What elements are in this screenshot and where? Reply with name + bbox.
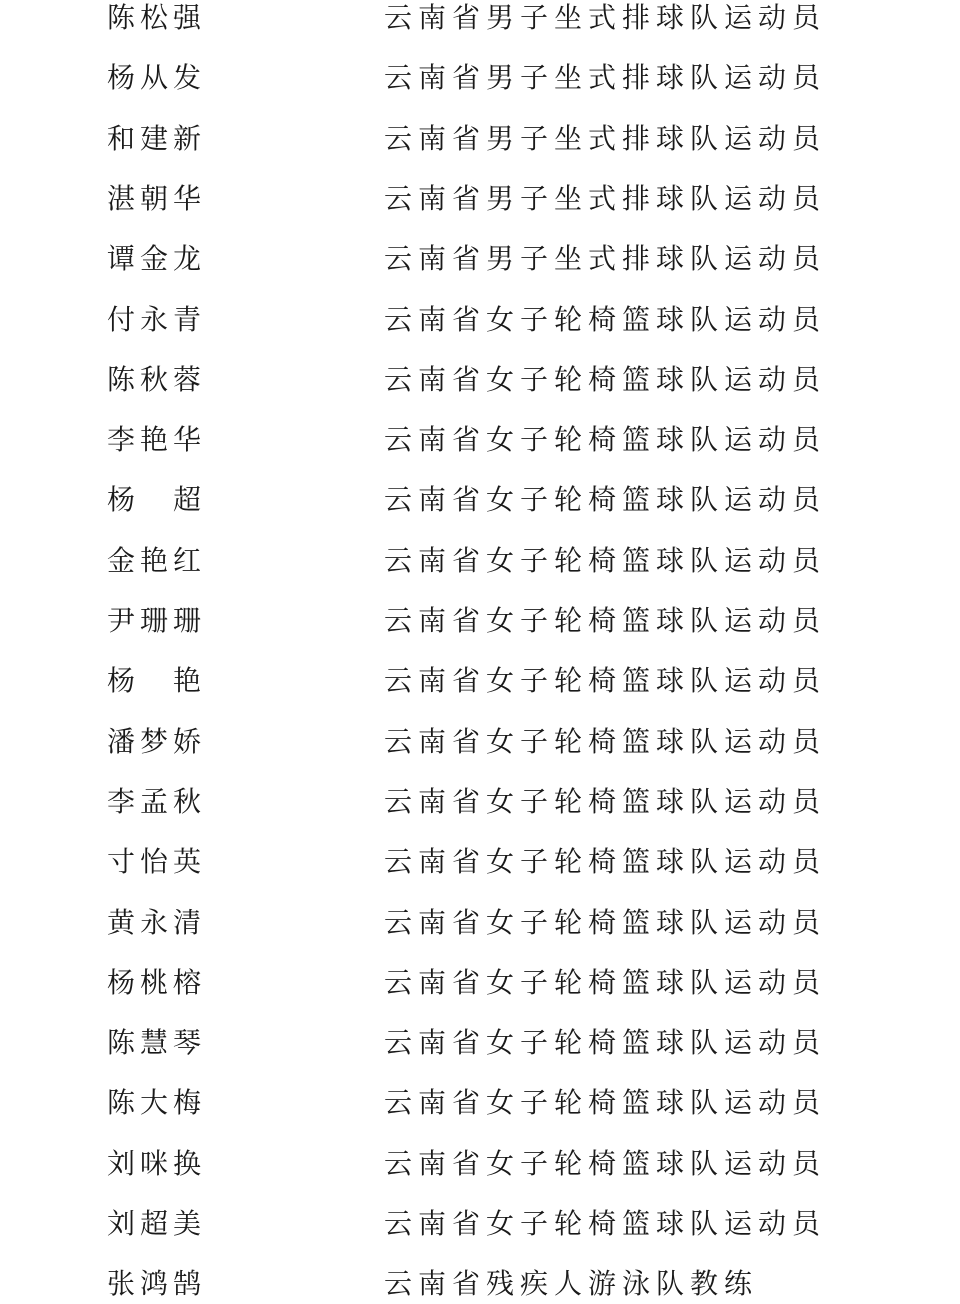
person-role: 云南省男子坐式排球队运动员: [384, 242, 827, 276]
list-item: [0, 903, 960, 943]
person-role: 云南省残疾人游泳队教练: [384, 1267, 759, 1301]
person-role: 云南省男子坐式排球队运动员: [384, 181, 827, 215]
person-role: 云南省男子坐式排球队运动员: [384, 121, 827, 155]
list-item: [0, 782, 960, 822]
list-item: [0, 480, 960, 520]
list-item: [0, 722, 960, 762]
list-item: [0, 1204, 960, 1244]
list-item: [0, 661, 960, 701]
person-name: 陈大梅: [107, 1086, 207, 1120]
person-name: 张鸿鹄: [107, 1267, 207, 1301]
list-item: [0, 300, 960, 340]
person-name: 尹珊珊: [107, 604, 207, 637]
person-name: 杨从发: [107, 61, 207, 95]
list-item: [0, 360, 960, 400]
person-name: 刘超美: [107, 1207, 207, 1240]
list-item: [0, 1264, 960, 1304]
person-name: 杨桃榕: [107, 965, 207, 999]
person-name: 李孟秋: [107, 784, 207, 818]
person-role: 云南省女子轮椅篮球队运动员: [384, 1026, 827, 1060]
person-name: 潘梦娇: [107, 724, 207, 758]
person-role: 云南省女子轮椅篮球队运动员: [384, 423, 827, 457]
list-item: [0, 963, 960, 1003]
person-name: 湛朝华: [107, 181, 207, 215]
person-name: 陈慧琴: [107, 1026, 207, 1060]
list-item: [0, 1023, 960, 1063]
person-role: 云南省男子坐式排球队运动员: [384, 61, 827, 95]
person-role: 云南省女子轮椅篮球队运动员: [384, 302, 827, 336]
person-name: 谭金龙: [107, 242, 207, 276]
person-name: 金艳红: [107, 543, 207, 577]
person-role: 云南省女子轮椅篮球队运动员: [384, 543, 827, 577]
person-name: 李艳华: [107, 423, 207, 457]
person-role: 云南省女子轮椅篮球队运动员: [384, 845, 827, 879]
person-name: 刘咪换: [107, 1146, 207, 1180]
person-name: 陈松强: [107, 1, 207, 34]
list-item: [0, 541, 960, 581]
list-item: [0, 601, 960, 641]
list-item: [0, 0, 960, 38]
list-item: [0, 1083, 960, 1123]
person-name: 和建新: [107, 121, 207, 155]
person-role: 云南省女子轮椅篮球队运动员: [384, 362, 827, 396]
person-role: 云南省男子坐式排球队运动员: [384, 1, 827, 34]
person-name: 寸怡英: [107, 845, 207, 879]
person-name: 杨 艳: [107, 664, 207, 698]
person-role: 云南省女子轮椅篮球队运动员: [384, 1207, 827, 1240]
list-item: [0, 1144, 960, 1184]
person-name: 付永青: [107, 302, 207, 336]
list-item: [0, 239, 960, 279]
list-item: [0, 119, 960, 159]
list-item: [0, 58, 960, 98]
person-name: 杨 超: [107, 483, 207, 517]
person-role: 云南省女子轮椅篮球队运动员: [384, 784, 827, 818]
person-role: 云南省女子轮椅篮球队运动员: [384, 604, 827, 637]
person-role: 云南省女子轮椅篮球队运动员: [384, 905, 827, 939]
list-item: [0, 842, 960, 882]
person-role: 云南省女子轮椅篮球队运动员: [384, 1086, 827, 1120]
person-role: 云南省女子轮椅篮球队运动员: [384, 1146, 827, 1180]
person-name: 陈秋蓉: [107, 362, 207, 396]
person-role: 云南省女子轮椅篮球队运动员: [384, 664, 827, 698]
person-role: 云南省女子轮椅篮球队运动员: [384, 483, 827, 517]
list-item: [0, 420, 960, 460]
list-item: [0, 179, 960, 219]
person-role: 云南省女子轮椅篮球队运动员: [384, 724, 827, 758]
person-name: 黄永清: [107, 905, 207, 939]
person-role: 云南省女子轮椅篮球队运动员: [384, 965, 827, 999]
